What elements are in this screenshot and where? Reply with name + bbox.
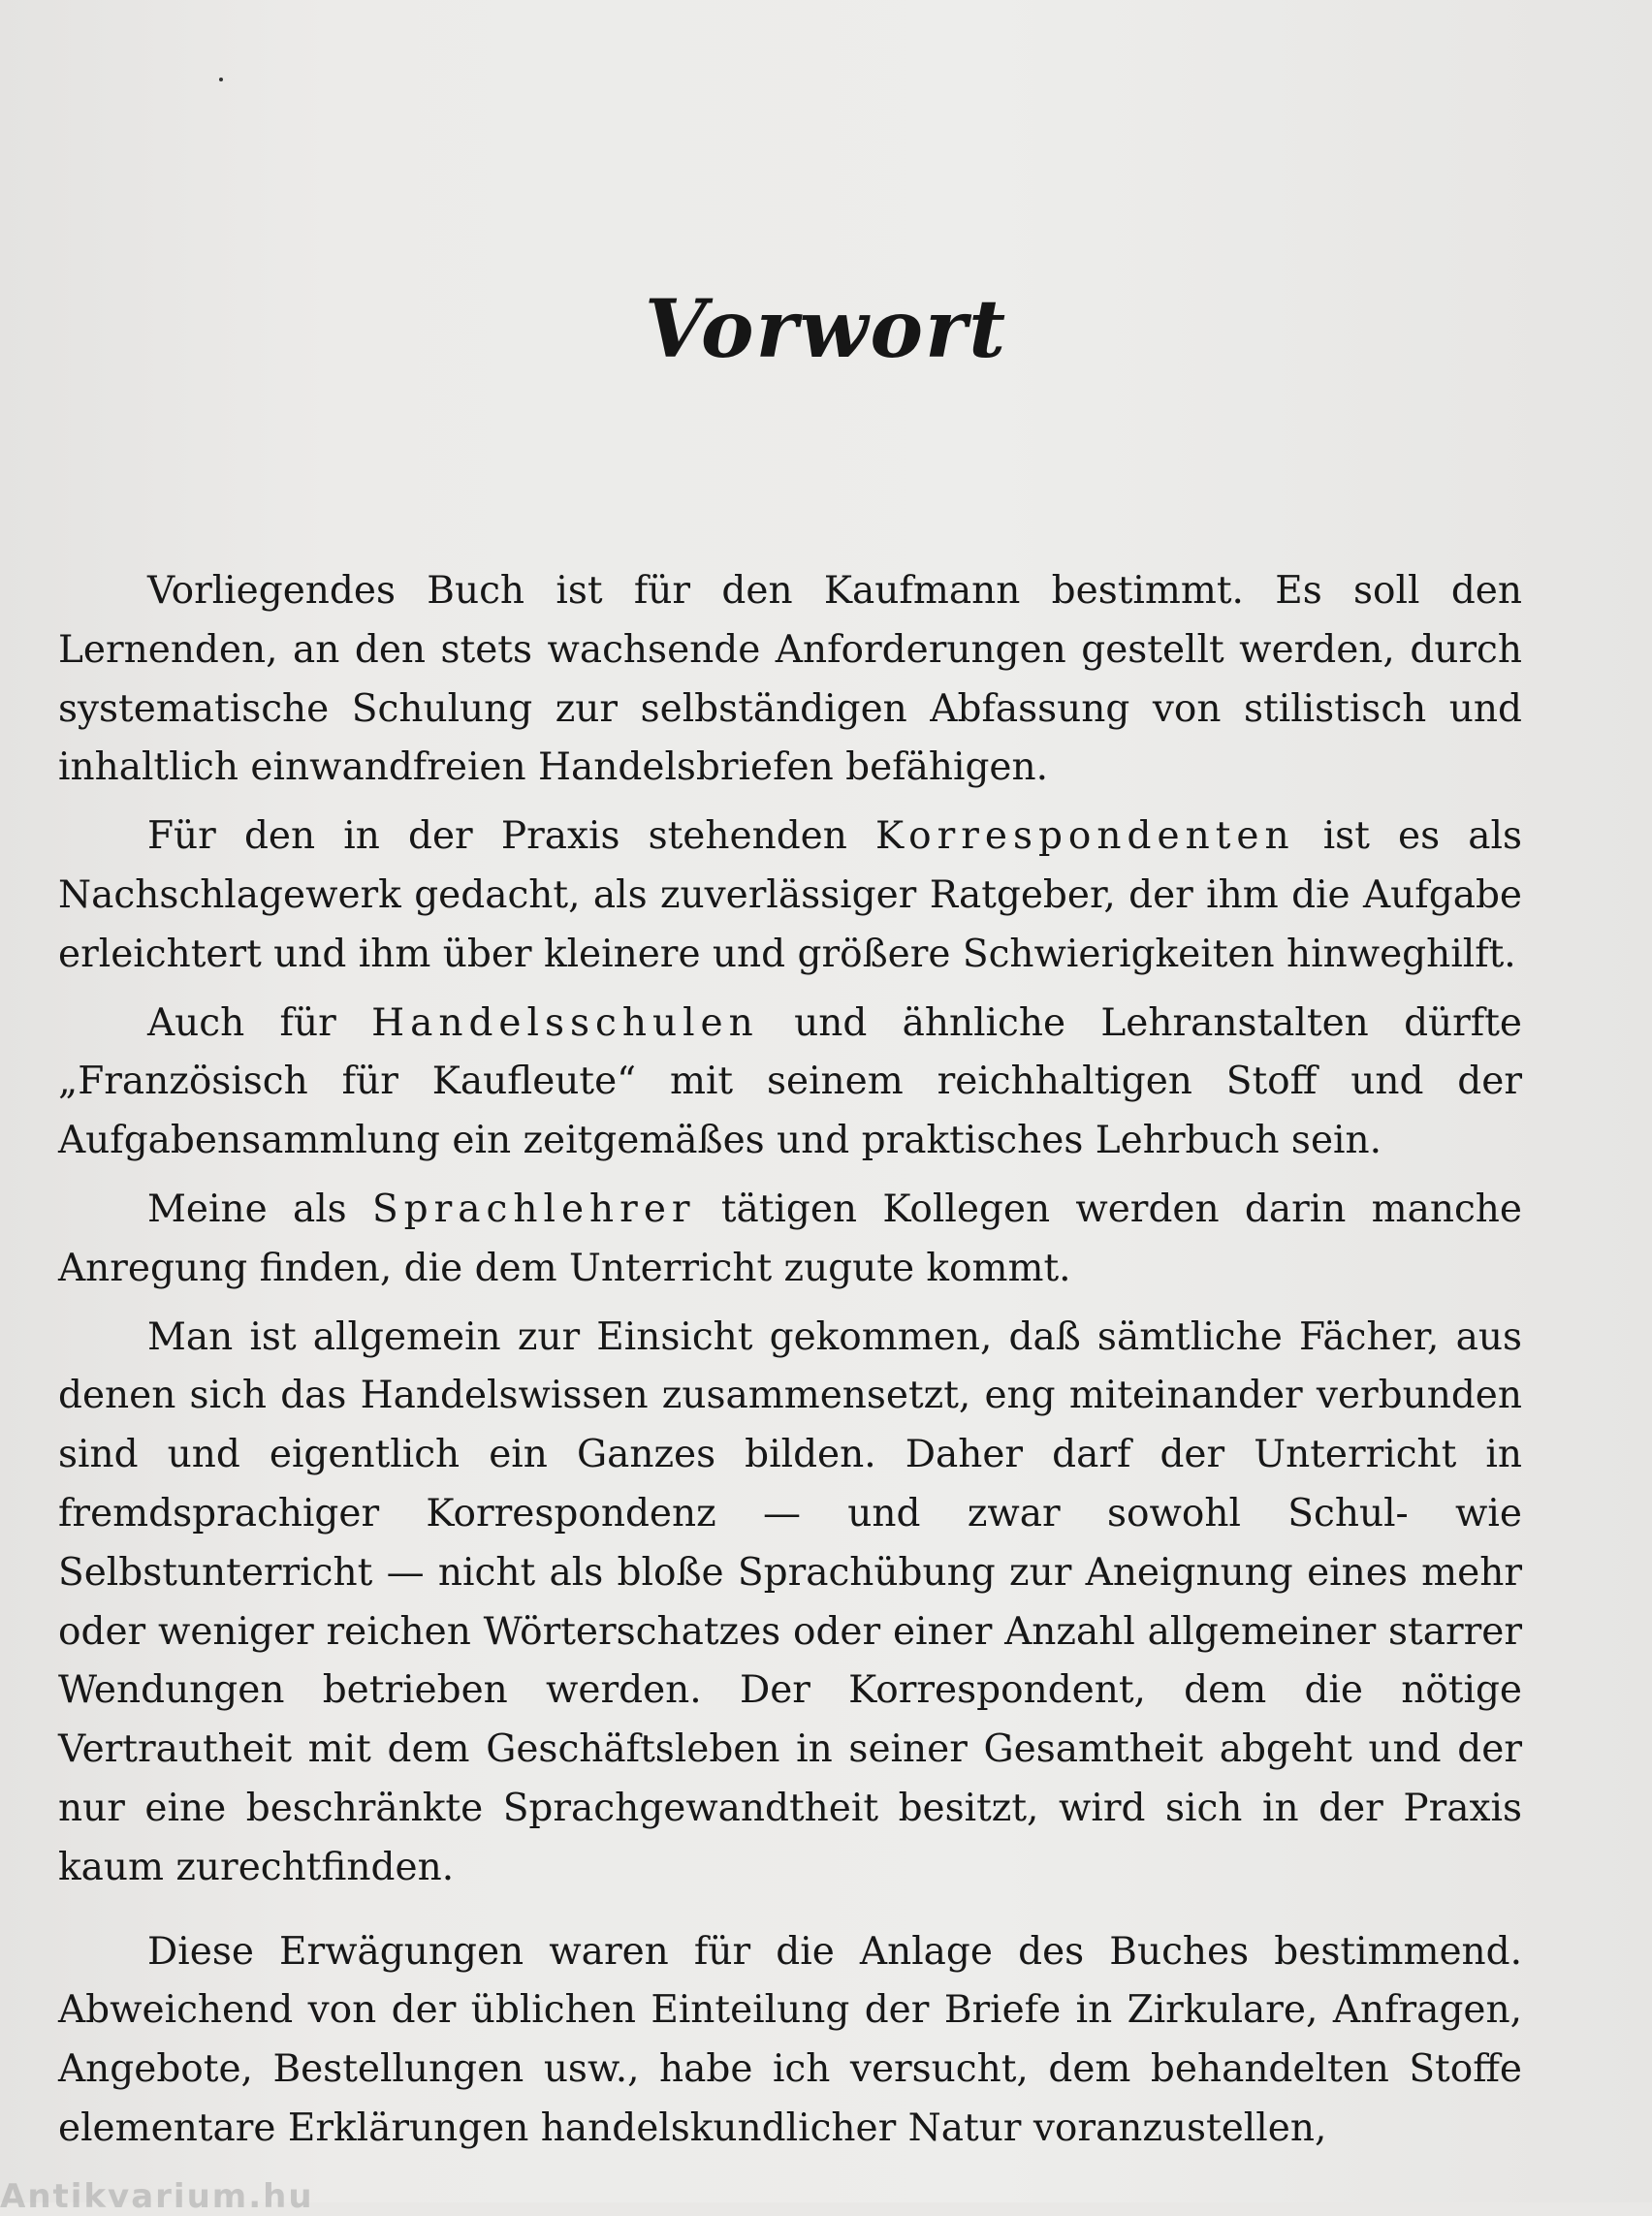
paragraph-text: Meine als (147, 1187, 372, 1231)
paragraph-text: ist es als Nachschlagewerk gedacht, als zuverlässiger Ratgeber, der ihm die Aufgabe erleichtert und ihm über kleinere und größere Schwierigkeiten hinweghilft. (58, 814, 1522, 976)
paragraph-text: Diese Erwägungen waren für die Anlage des Buches bestimmend. Abweichend von der üblichen Einteilung der Briefe in Zirkulare, Anfragen, Angebote, Bestellungen usw., habe ich versucht, dem behandelten Stoffe elementare Erklärungen handelskundlicher Natur voranzustellen, (58, 1929, 1522, 2150)
paragraph-4 (58, 1181, 1522, 1299)
paragraph-5 (58, 1309, 1522, 1898)
paragraph-text: Vorliegendes Buch ist für den Kaufmann bestimmt. Es soll den Lernenden, an den stets wachsende Anforderungen gestellt werden, durch systematische Schulung zur selbständigen Abfassung von stilistisch und inhaltlich einwandfreien Handelsbriefen befähigen. (58, 569, 1522, 790)
paragraph-text: und ähnliche Lehranstalten dürfte „Französisch für Kaufleute“ mit seinem reichhaltigen Stoff und der Aufgabensammlung ein zeitgemäßes und praktisches Lehrbuch sein. (58, 1000, 1522, 1163)
page-title: Vorwort (644, 283, 1008, 376)
paragraph-3 (58, 995, 1522, 1171)
emphasized-word: Sprachlehrer (371, 1187, 696, 1231)
emphasized-word: Korrespondenten (875, 814, 1295, 859)
paragraph-2 (58, 807, 1522, 984)
page-speck (219, 78, 223, 81)
paragraph-text: Für den in der Praxis stehenden (147, 814, 876, 859)
emphasized-word: Handelsschulen (371, 1000, 759, 1045)
paragraph-text: tätigen Kollegen werden darin manche Anregung finden, die dem Unterricht zugute kommt. (58, 1187, 1522, 1290)
paragraph-1 (58, 562, 1522, 798)
preface-text (58, 562, 1522, 2159)
watermark: Antikvarium.hu (0, 2177, 314, 2216)
paragraph-text: Auch für (147, 1000, 372, 1045)
paragraph-6 (58, 1923, 1522, 2159)
paragraph-text: Man ist allgemein zur Einsicht gekommen, daß sämtliche Fächer, aus denen sich das Handelswissen zusammensetzt, eng miteinander verbunden sind und eigentlich ein Ganzes bilden. Daher darf der Unterricht in fremdsprachiger Korrespondenz — und zwar sowohl Schul- wie Selbstunterricht — nicht als bloße Sprachübung zur Aneignung eines mehr oder weniger reichen Wörterschatzes oder einer Anzahl allgemeiner starrer Wendungen betrieben werden. Der Korrespondent, dem die nötige Vertrautheit mit dem Geschäftsleben in seiner Gesamtheit abgeht und der nur eine beschränkte Sprachgewandtheit besitzt, wird sich in der Praxis kaum zurechtfinden. (58, 1314, 1522, 1889)
